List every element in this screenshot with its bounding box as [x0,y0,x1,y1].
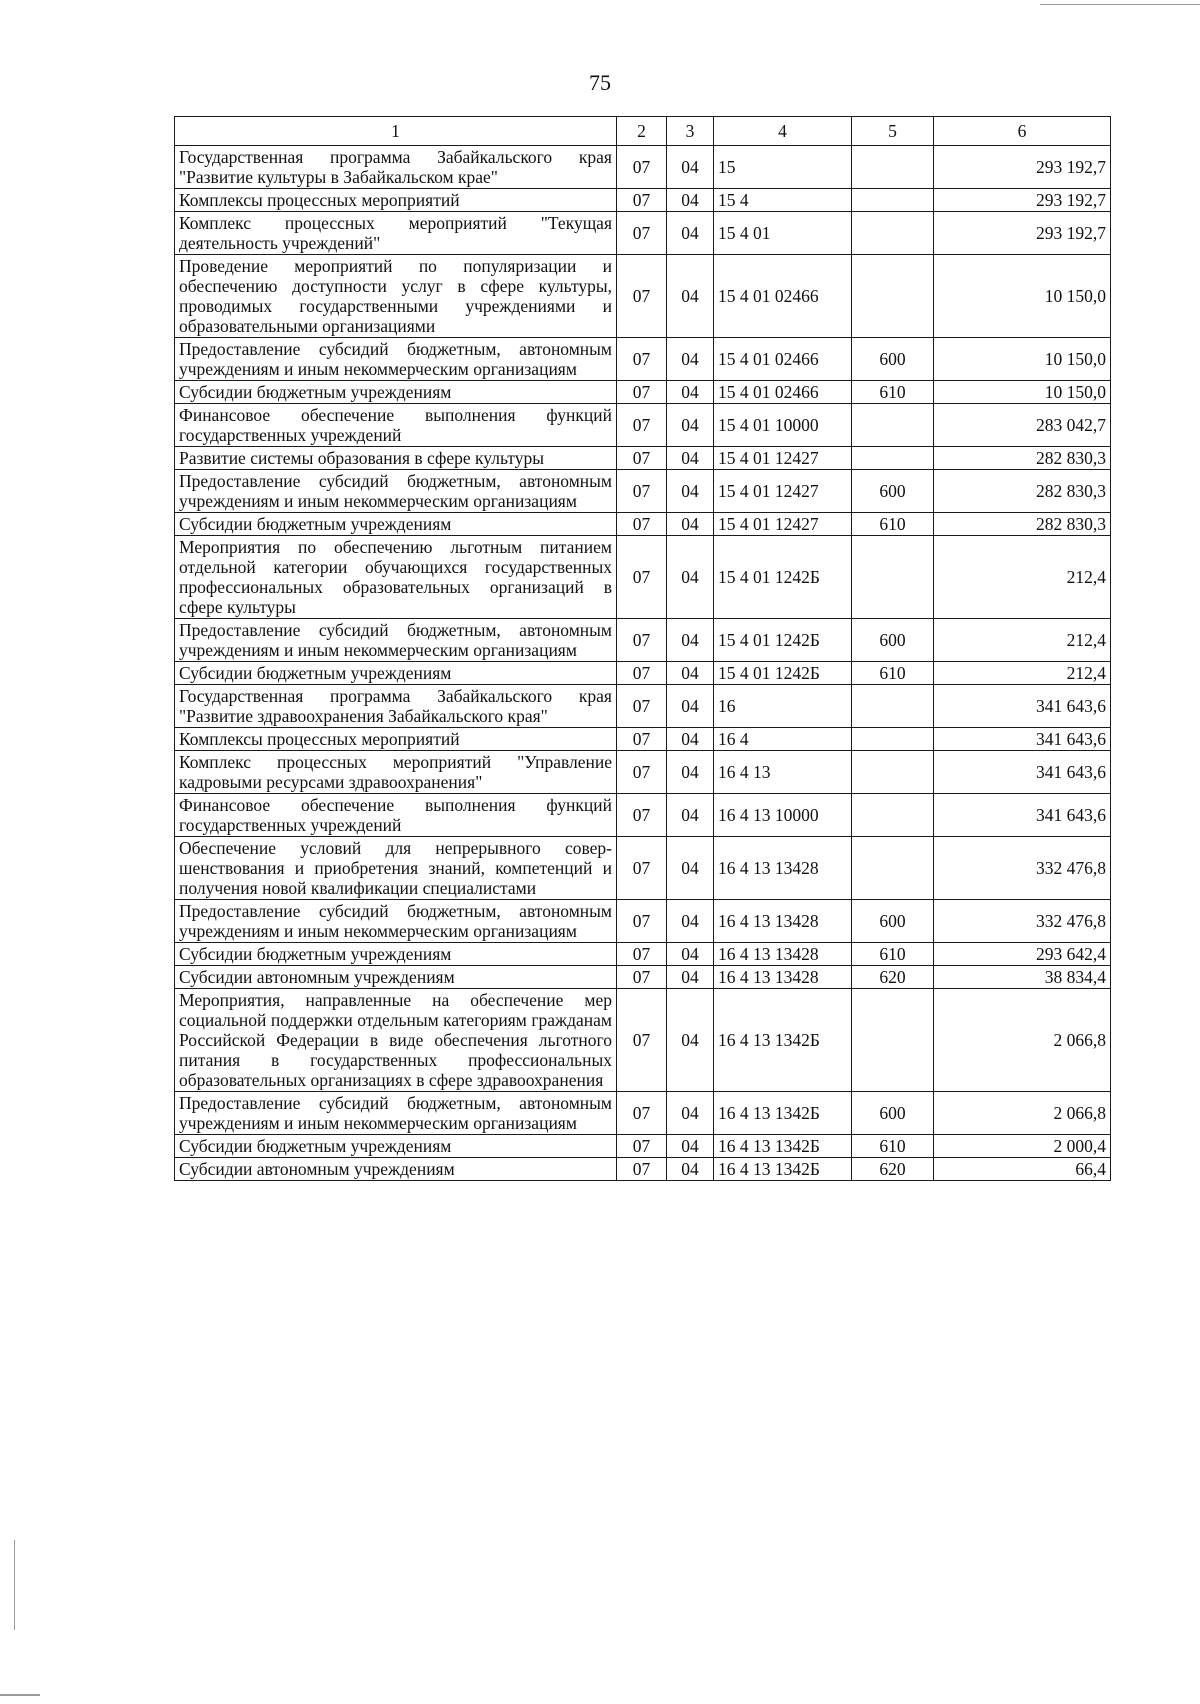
row-amount: 283 042,7 [934,404,1111,447]
row-subsection: 04 [667,989,714,1092]
row-subsection: 04 [667,536,714,619]
header-expense-type: 5 [852,117,934,146]
row-name: Государственная программа Забайкальского края "Развитие культуры в Забайкальском крае" [175,146,617,189]
row-amount: 282 830,3 [934,513,1111,536]
row-name: Комплекс процессных мероприятий "Управление кадровыми ресурсами здравоохранения" [175,751,617,794]
row-name: Субсидии бюджетным учреждениям [175,381,617,404]
row-amount: 341 643,6 [934,728,1111,751]
row-subsection: 04 [667,837,714,900]
row-name: Предоставление субсидий бюджетным, автономным учреждениям и иным некоммерческим организациям [175,470,617,513]
row-amount: 341 643,6 [934,751,1111,794]
row-target-article: 15 4 01 [714,212,852,255]
row-section: 07 [617,794,667,837]
row-section: 07 [617,619,667,662]
row-target-article: 15 4 01 1242Б [714,662,852,685]
row-amount: 332 476,8 [934,837,1111,900]
row-amount: 282 830,3 [934,447,1111,470]
row-section: 07 [617,338,667,381]
row-subsection: 04 [667,1158,714,1181]
table-row [175,189,1111,212]
table-row [175,794,1111,837]
row-section: 07 [617,146,667,189]
row-name: Субсидии бюджетным учреждениям [175,662,617,685]
row-subsection: 04 [667,662,714,685]
row-amount: 38 834,4 [934,966,1111,989]
row-subsection: 04 [667,146,714,189]
header-section: 2 [617,117,667,146]
row-section: 07 [617,989,667,1092]
row-name: Предоставление субсидий бюджетным, автономным учреждениям и иным некоммерческим организациям [175,1092,617,1135]
row-section: 07 [617,943,667,966]
row-name: Комплекс процессных мероприятий "Текущая деятельность учреждений" [175,212,617,255]
table-row [175,536,1111,619]
row-target-article: 16 [714,685,852,728]
row-section: 07 [617,966,667,989]
row-expense-type: 610 [852,1135,934,1158]
row-subsection: 04 [667,728,714,751]
row-target-article: 16 4 13 13428 [714,837,852,900]
row-section: 07 [617,381,667,404]
row-amount: 2 066,8 [934,1092,1111,1135]
row-section: 07 [617,536,667,619]
row-target-article: 16 4 13 13428 [714,900,852,943]
row-expense-type: 600 [852,1092,934,1135]
row-name: Мероприятия, направленные на обеспечение мер социальной поддержки отдельным категориям гражданам Российской Федерации в виде обеспечения льготного питания в государственных профессиональных образовательных организациях в сфере здравоохранения [175,989,617,1092]
table-row [175,1158,1111,1181]
row-target-article: 16 4 13 [714,751,852,794]
row-subsection: 04 [667,381,714,404]
row-subsection: 04 [667,470,714,513]
row-amount: 341 643,6 [934,685,1111,728]
header-subsection: 3 [667,117,714,146]
row-section: 07 [617,1135,667,1158]
row-name: Мероприятия по обеспечению льготным питанием отдельной категории обучающихся государственных профессиональных образовательных организаций в сфере культуры [175,536,617,619]
table-row [175,447,1111,470]
table-row [175,513,1111,536]
row-amount: 212,4 [934,662,1111,685]
table-row [175,989,1111,1092]
row-name: Предоставление субсидий бюджетным, автономным учреждениям и иным некоммерческим организациям [175,338,617,381]
row-expense-type [852,189,934,212]
row-amount: 212,4 [934,619,1111,662]
row-section: 07 [617,255,667,338]
row-expense-type [852,146,934,189]
row-amount: 293 192,7 [934,189,1111,212]
table-row [175,662,1111,685]
row-target-article: 15 4 01 10000 [714,404,852,447]
row-subsection: 04 [667,447,714,470]
row-amount: 293 642,4 [934,943,1111,966]
row-target-article: 15 4 01 12427 [714,513,852,536]
table-row [175,404,1111,447]
row-target-article: 16 4 13 1342Б [714,1158,852,1181]
row-amount: 2 000,4 [934,1135,1111,1158]
scan-artifact-bottom-left [0,1694,40,1696]
row-section: 07 [617,1158,667,1181]
row-target-article: 15 4 01 12427 [714,447,852,470]
row-section: 07 [617,728,667,751]
row-subsection: 04 [667,900,714,943]
row-target-article: 15 4 01 02466 [714,381,852,404]
row-section: 07 [617,1092,667,1135]
row-name: Субсидии автономным учреждениям [175,966,617,989]
row-name: Обеспечение условий для непрерывного совершенствования и приобретения знаний, компетенций и получения новой квалификации специалистами [175,837,617,900]
row-name: Развитие системы образования в сфере культуры [175,447,617,470]
scan-artifact-left [14,1540,15,1630]
row-section: 07 [617,470,667,513]
header-amount: 6 [934,117,1111,146]
budget-table [174,116,1111,1181]
table-row [175,728,1111,751]
row-subsection: 04 [667,966,714,989]
row-expense-type: 610 [852,513,934,536]
row-subsection: 04 [667,338,714,381]
row-subsection: 04 [667,943,714,966]
row-section: 07 [617,900,667,943]
row-target-article: 15 4 01 12427 [714,470,852,513]
header-target-article: 4 [714,117,852,146]
row-subsection: 04 [667,751,714,794]
row-amount: 282 830,3 [934,470,1111,513]
row-target-article: 15 [714,146,852,189]
table-row [175,146,1111,189]
row-amount: 66,4 [934,1158,1111,1181]
row-section: 07 [617,212,667,255]
row-name: Субсидии автономным учреждениям [175,1158,617,1181]
row-expense-type: 620 [852,1158,934,1181]
row-name: Проведение мероприятий по популяризации и обеспечению доступности услуг в сфере культуры, проводимых государственными учреждениями и образовательными организациями [175,255,617,338]
table-row [175,470,1111,513]
row-expense-type: 610 [852,662,934,685]
row-target-article: 16 4 13 1342Б [714,989,852,1092]
table-row [175,1092,1111,1135]
row-expense-type [852,751,934,794]
row-amount: 2 066,8 [934,989,1111,1092]
row-name: Государственная программа Забайкальского края "Развитие здравоохранения Забайкальского края" [175,685,617,728]
row-subsection: 04 [667,255,714,338]
row-target-article: 16 4 13 13428 [714,943,852,966]
row-name: Субсидии бюджетным учреждениям [175,513,617,536]
row-target-article: 15 4 01 02466 [714,255,852,338]
row-section: 07 [617,662,667,685]
table-row [175,685,1111,728]
row-amount: 293 192,7 [934,212,1111,255]
row-expense-type [852,728,934,751]
row-target-article: 15 4 01 1242Б [714,619,852,662]
row-section: 07 [617,751,667,794]
header-row [175,117,1111,146]
row-target-article: 16 4 [714,728,852,751]
row-expense-type [852,212,934,255]
table-body [175,146,1111,1181]
page-number: 75 [589,70,611,95]
row-expense-type: 600 [852,619,934,662]
row-subsection: 04 [667,212,714,255]
table-row [175,1135,1111,1158]
row-expense-type: 600 [852,338,934,381]
row-name: Предоставление субсидий бюджетным, автономным учреждениям и иным некоммерческим организациям [175,900,617,943]
row-amount: 293 192,7 [934,146,1111,189]
row-name: Комплексы процессных мероприятий [175,189,617,212]
row-section: 07 [617,837,667,900]
row-name: Финансовое обеспечение выполнения функций государственных учреждений [175,794,617,837]
row-section: 07 [617,404,667,447]
row-subsection: 04 [667,1135,714,1158]
table-row [175,751,1111,794]
row-section: 07 [617,189,667,212]
table-row [175,212,1111,255]
row-target-article: 16 4 13 10000 [714,794,852,837]
table-row [175,255,1111,338]
row-expense-type: 620 [852,966,934,989]
row-section: 07 [617,447,667,470]
row-expense-type [852,447,934,470]
header-name: 1 [175,117,617,146]
table-row [175,837,1111,900]
row-amount: 212,4 [934,536,1111,619]
row-expense-type [852,794,934,837]
table-row [175,381,1111,404]
table-row [175,338,1111,381]
row-name: Субсидии бюджетным учреждениям [175,1135,617,1158]
row-subsection: 04 [667,513,714,536]
row-expense-type: 610 [852,943,934,966]
row-name: Субсидии бюджетным учреждениям [175,943,617,966]
row-expense-type: 610 [852,381,934,404]
table-row [175,619,1111,662]
row-target-article: 16 4 13 1342Б [714,1135,852,1158]
row-amount: 332 476,8 [934,900,1111,943]
table-row [175,900,1111,943]
row-target-article: 15 4 [714,189,852,212]
table-row [175,966,1111,989]
row-name: Комплексы процессных мероприятий [175,728,617,751]
table-row [175,943,1111,966]
row-expense-type [852,404,934,447]
row-target-article: 15 4 01 02466 [714,338,852,381]
row-subsection: 04 [667,794,714,837]
row-subsection: 04 [667,1092,714,1135]
row-target-article: 16 4 13 1342Б [714,1092,852,1135]
row-name: Финансовое обеспечение выполнения функций государственных учреждений [175,404,617,447]
scan-artifact-top-right [1040,4,1200,5]
row-expense-type: 600 [852,470,934,513]
row-expense-type [852,536,934,619]
row-subsection: 04 [667,189,714,212]
row-section: 07 [617,685,667,728]
row-name: Предоставление субсидий бюджетным, автономным учреждениям и иным некоммерческим организациям [175,619,617,662]
row-expense-type [852,989,934,1092]
row-amount: 10 150,0 [934,338,1111,381]
row-target-article: 16 4 13 13428 [714,966,852,989]
row-section: 07 [617,513,667,536]
row-target-article: 15 4 01 1242Б [714,536,852,619]
row-expense-type [852,255,934,338]
row-expense-type [852,685,934,728]
row-subsection: 04 [667,685,714,728]
row-amount: 10 150,0 [934,255,1111,338]
row-subsection: 04 [667,404,714,447]
row-expense-type [852,837,934,900]
row-subsection: 04 [667,619,714,662]
row-expense-type: 600 [852,900,934,943]
row-amount: 341 643,6 [934,794,1111,837]
row-amount: 10 150,0 [934,381,1111,404]
